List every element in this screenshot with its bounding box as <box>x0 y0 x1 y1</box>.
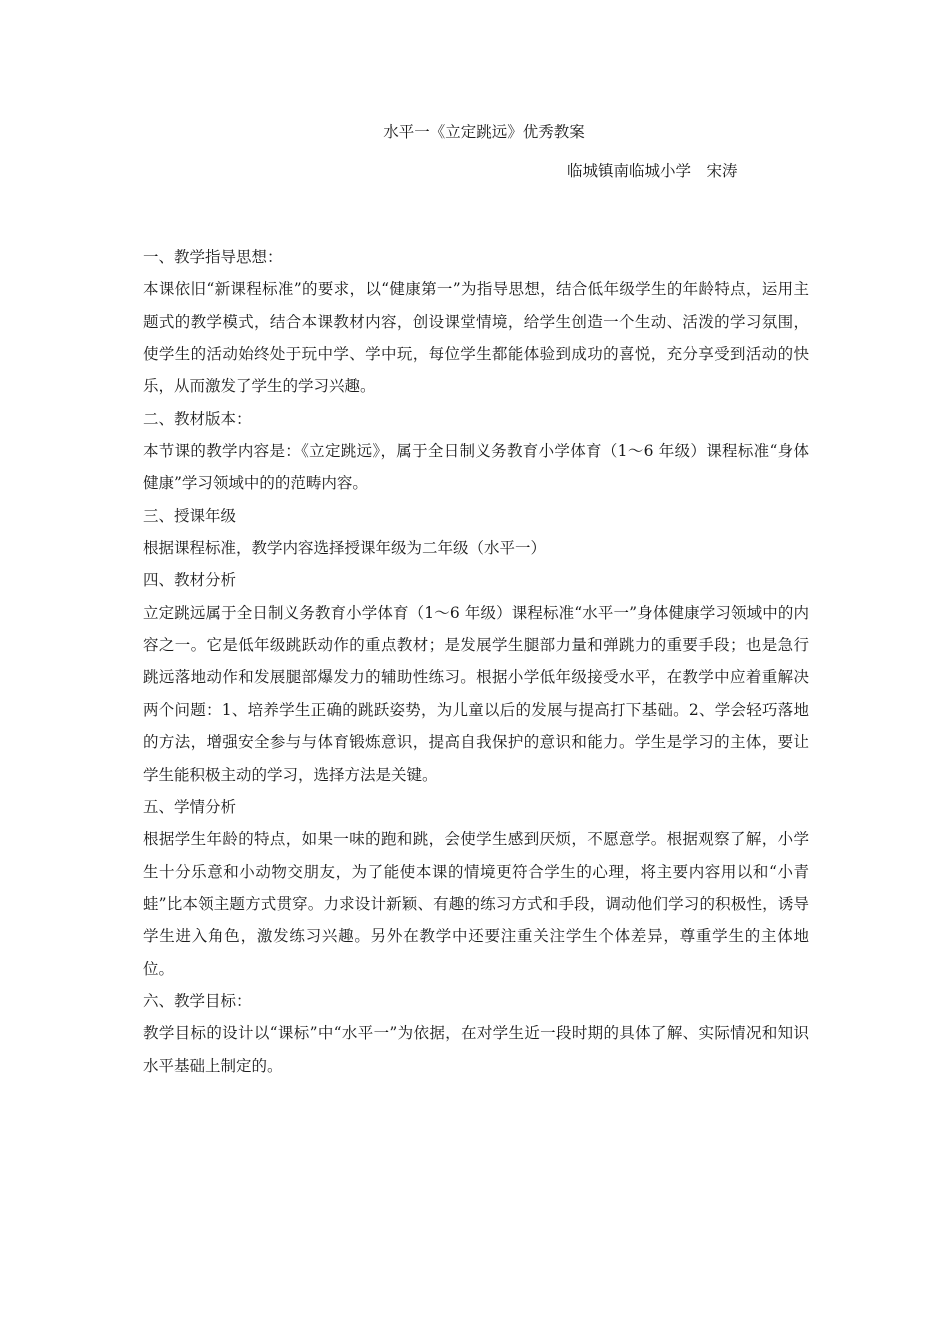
section-text-3: 根据课程标准，教学内容选择授课年级为二年级（水平一） <box>143 539 547 558</box>
section-heading-2: 二、教材版本： <box>143 409 252 428</box>
document-body <box>143 241 809 1082</box>
section-heading-3: 三、授课年级 <box>143 506 237 525</box>
document-author: 临城镇南临城小学 宋涛 <box>567 162 738 180</box>
section-heading-4: 四、教材分析 <box>143 571 237 590</box>
section-text-6: 教学目标的设计以“课标”中“水平一”为依据，在对学生近一段时期的具体了解、实际情况和知识水平基础上制定的。 <box>143 1024 809 1075</box>
section-heading-1: 一、教学指导思想： <box>143 248 283 266</box>
section-text-2: 本节课的教学内容是：《立定跳远》，属于全日制义务教育小学体育（1～6 年级）课程标准“身体健康”学习领域中的的范畴内容。 <box>143 442 809 493</box>
document-title: 水平一《立定跳远》优秀教案 <box>383 123 585 141</box>
section-heading-6: 六、教学目标： <box>143 991 252 1010</box>
section-text-1: 本课依旧“新课程标准”的要求，以“健康第一”为指导思想，结合低年级学生的年龄特点，运用主题式的教学模式，结合本课教材内容，创设课堂情境，给学生创造一个生动、活泼的学习氛围，使学生的活动始终处于玩中学、学中玩，每位学生都能体验到成功的喜悦，充分享受到活动的快乐，从而激发了学生的学习兴趣。 <box>143 280 809 396</box>
section-heading-5: 五、学情分析 <box>143 797 237 816</box>
section-text-5: 根据学生年龄的特点，如果一味的跑和跳，会使学生感到厌烦，不愿意学。根据观察了解，小学生十分乐意和小动物交朋友，为了能使本课的情境更符合学生的心理，将主要内容用以和“小青蛙”比本领主题方式贯穿。力求设计新颖、有趣的练习方式和手段，调动他们学习的积极性，诱导学生进入角色，激发练习兴趣。另外在教学中还要注重关注学生个体差异，尊重学生的主体地位。 <box>143 830 809 978</box>
section-text-4: 立定跳远属于全日制义务教育小学体育（1～6 年级）课程标准“水平一”身体健康学习领域中的内容之一。它是低年级跳跃动作的重点教材；是发展学生腿部力量和弹跳力的重要手段；也是急行跳远落地动作和发展腿部爆发力的辅助性练习。根据小学低年级接受水平，在教学中应着重解决两个问题：1、培养学生正确的跳跃姿势，为儿童以后的发展与提高打下基础。2、学会轻巧落地的方法，增强安全参与与体育锻炼意识，提高自我保护的意识和能力。学生是学习的主体，要让学生能积极主动的学习，选择方法是关键。 <box>143 603 809 784</box>
